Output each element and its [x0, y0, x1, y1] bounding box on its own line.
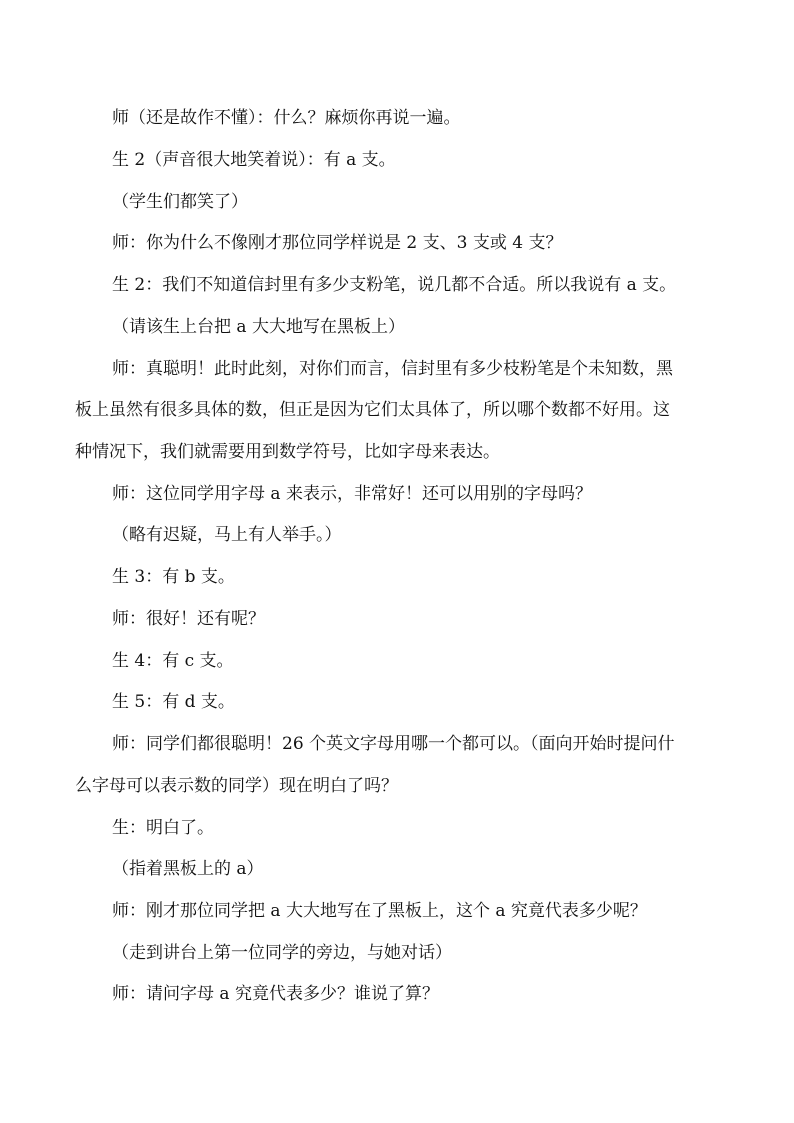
text-line: 生 2（声音很大地笑着说）：有 a 支。: [112, 150, 396, 170]
text-line: 板上虽然有很多具体的数，但正是因为它们太具体了，所以哪个数都不好用。这: [75, 400, 670, 420]
text-line: 师：刚才那位同学把 a 大大地写在了黑板上，这个 a 究竟代表多少呢？: [112, 901, 647, 921]
text-line: 师：请问字母 a 究竟代表多少？谁说了算？: [112, 984, 439, 1004]
text-line: （走到讲台上第一位同学的旁边，与她对话）: [112, 943, 452, 963]
text-line: 种情况下，我们就需要用到数学符号，比如字母来表达。: [75, 442, 500, 462]
text-line: （学生们都笑了）: [112, 192, 248, 212]
text-line: 师：你为什么不像刚才那位同学样说是 2 支、3 支或 4 支？: [112, 233, 563, 253]
text-line: 师：真聪明！此时此刻，对你们而言，信封里有多少枝粉笔是个未知数，黑: [112, 359, 673, 379]
text-line: 生 3：有 b 支。: [112, 567, 235, 587]
text-line: 生：明白了。: [112, 818, 214, 838]
text-line: 么字母可以表示数的同学）现在明白了吗？: [75, 776, 398, 796]
text-line: 生 2：我们不知道信封里有多少支粉笔，说几都不合适。所以我说有 a 支。: [112, 275, 677, 295]
text-line: 生 4：有 c 支。: [112, 651, 234, 671]
text-line: 师：很好！还有呢？: [112, 609, 265, 629]
text-line: （略有迟疑，马上有人举手。）: [112, 525, 342, 545]
text-line: 师（还是故作不懂）：什么？麻烦你再说一遍。: [112, 108, 461, 128]
text-line: （指着黑板上的 a）: [112, 859, 264, 879]
text-line: 生 5：有 d 支。: [112, 692, 235, 712]
text-line: 师：同学们都很聪明！26 个英文字母用哪一个都可以。（面向开始时提问什: [112, 734, 675, 754]
text-line: （请该生上台把 a 大大地写在黑板上）: [112, 317, 405, 337]
text-line: 师：这位同学用字母 a 来表示，非常好！还可以用别的字母吗？: [112, 484, 592, 504]
